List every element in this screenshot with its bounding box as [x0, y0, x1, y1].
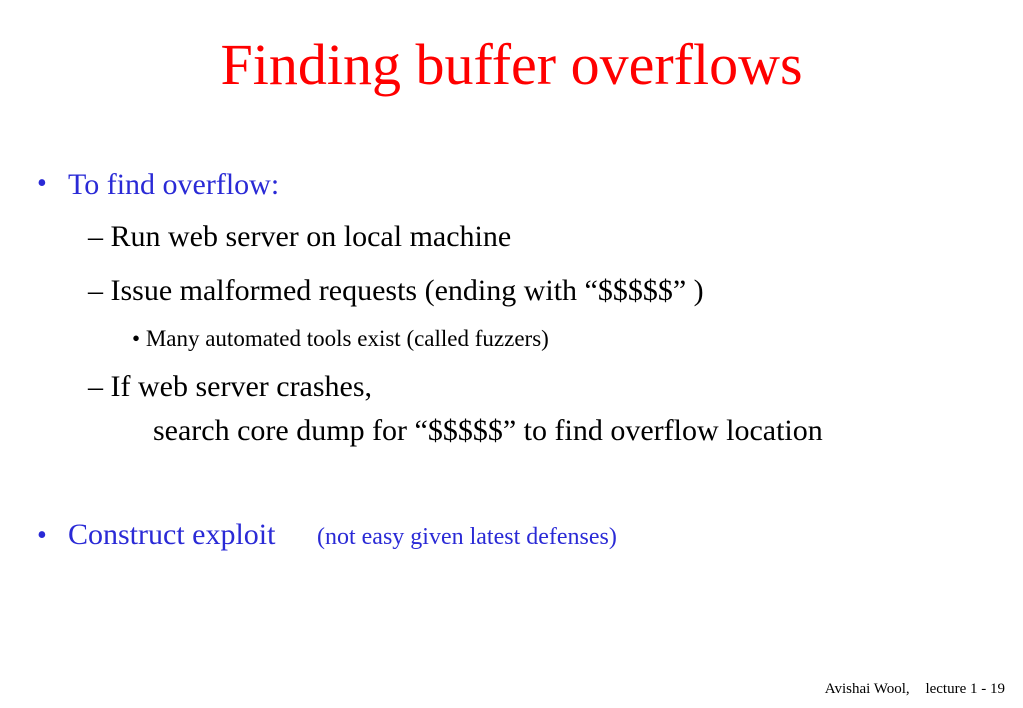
subsubbullet-1-marker: • [132, 326, 141, 351]
bullet-2-text: Construct exploit [68, 518, 276, 551]
subbullet-3-text: If web server crashes, [110, 370, 373, 403]
subbullet-1-text: Run web server on local machine [110, 220, 512, 253]
subbullet-3 [88, 372, 372, 402]
slide-footer [825, 681, 1005, 698]
bullet-2-note: (not easy given latest defenses) [316, 524, 617, 550]
subbullet-3-marker: – [88, 370, 103, 403]
subbullet-2 [88, 276, 704, 306]
footer-lecture-page: lecture 1 - 19 [925, 681, 1005, 697]
subsubbullet-1-text: Many automated tools exist (called fuzzers) [145, 326, 549, 351]
bullet-2-marker: • [37, 520, 47, 551]
bullet-2 [68, 520, 617, 550]
subbullet-1-marker: – [88, 220, 103, 253]
bullet-1-marker: • [37, 168, 47, 199]
subbullet-3-continuation: search core dump for “$$$$$” to find overflow location [153, 414, 823, 447]
subbullet-2-marker: – [88, 274, 103, 307]
footer-author: Avishai Wool, [824, 681, 910, 697]
slide-title: Finding buffer overflows [220, 32, 803, 97]
bullet-1-text: To find overflow: [68, 168, 280, 201]
subbullet-1 [88, 222, 511, 252]
subsubbullet-1 [132, 327, 549, 350]
subbullet-2-text: Issue malformed requests (ending with “$$$$$” ) [110, 274, 704, 307]
